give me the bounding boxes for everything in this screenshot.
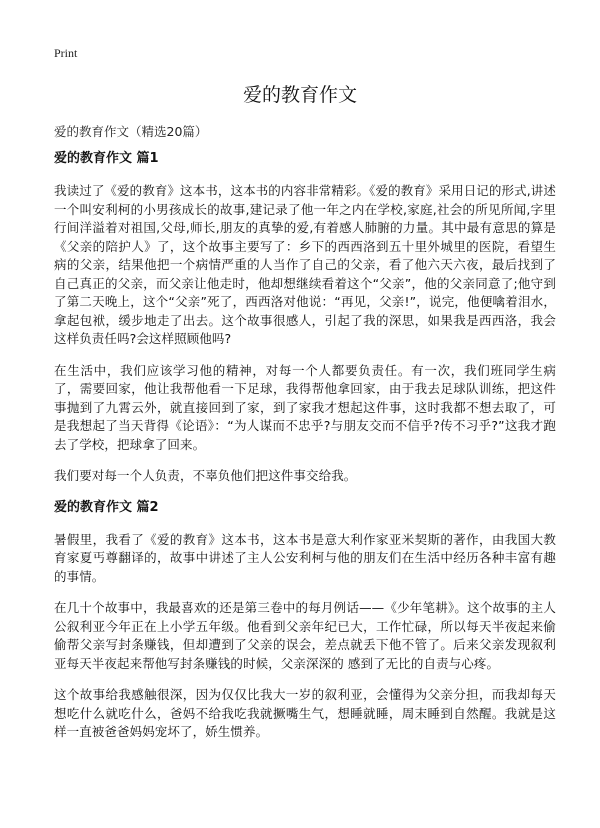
print-link[interactable]: Print [54, 46, 78, 60]
section-heading: 爱的教育作文 篇2 [54, 499, 159, 515]
paragraph: 我读过了《爱的教育》这本书，这本书的内容非常精彩。《爱的教育》采用日记的形式,讲述一个叫安利柯的小男孩成长的故事,建记录了他一年之内在学校,家庭,社会的所见所闻,字里行间洋溢着对祖国,父母,师长,朋友的真挚的爱,有着感人肺腑的力量。其中最有意思的算是《父亲的陪护人》了，这个故事主要写了：乡下的西西洛到五十里外城里的医院，看望生病的父亲，结果他把一个病情严重的人当作了自己的父亲，看了他六天六夜，最后找到了自己真正的父亲，而父亲让他走时，他却想继续看着这个“父亲”，他的父亲同意了;他守到了第二天晚上，这个“父亲”死了，西西洛对他说：“再见，父亲!”，说完，他便噙着泪水，拿起包袱，缓步地走了出去。这个故事很感人，引起了我的深思，如果我是西西洛，我会这样负责任吗?会这样照顾他吗? [54, 183, 556, 346]
paragraph: 暑假里，我看了《爱的教育》这本书，这本书是意大利作家亚米契斯的著作，由我国大教育家夏丐尊翻译的，故事中讲述了主人公安利柯与他的朋友们在生活中经历各种丰富有趣的事情。 [54, 531, 556, 584]
paragraph: 这个故事给我感触很深，因为仅仅比我大一岁的叙利亚，会懂得为父亲分担，而我却每天想吃什么就吃什么，爸妈不给我吃我就撅嘴生气，想睡就睡，周末睡到自然醒。我就是这样一直被爸爸妈妈宠坏了，娇生惯养。 [54, 687, 556, 739]
article-body [54, 150, 556, 755]
paragraph: 我们要对每一个人负责，不辜负他们把这件事交给我。 [54, 468, 357, 483]
paragraph: 在生活中，我们应该学习他的精神，对每一个人都要负责任。有一次，我们班同学生病了，需要回家，他让我帮他看一下足球，我得帮他拿回家，由于我去足球队训练，把这件事抛到了九霄云外，就直接回到了家，到了家我才想起这件事，这时我都不想去取了，可是我想起了当天背得《论语》：“为人谋而不忠乎?与朋友交而不信乎?传不习乎?”这我才跑去了学校，把球拿了回来。 [54, 362, 556, 452]
document-subtitle: 爱的教育作文（精选20篇） [54, 124, 208, 139]
essay-section-1 [54, 150, 556, 486]
page-title: 爱的教育作文 [242, 84, 357, 106]
essay-section-2 [54, 499, 556, 742]
paragraph: 在几十个故事中，我最喜欢的还是第三卷中的每月例话——《少年笔耕》。这个故事的主人公叙利亚今年正在上小学五年级。他看到父亲年纪已大，工作忙碌，所以每天半夜起来偷偷帮父亲写封条赚钱，但却遭到了父亲的误会，差点就丢下他不管了。后来父亲发现叙利亚每天半夜起来帮他写封条赚钱的时候，父亲深深的 感到了无比的自责与心疼。 [54, 600, 556, 671]
section-heading: 爱的教育作文 篇1 [54, 151, 159, 166]
